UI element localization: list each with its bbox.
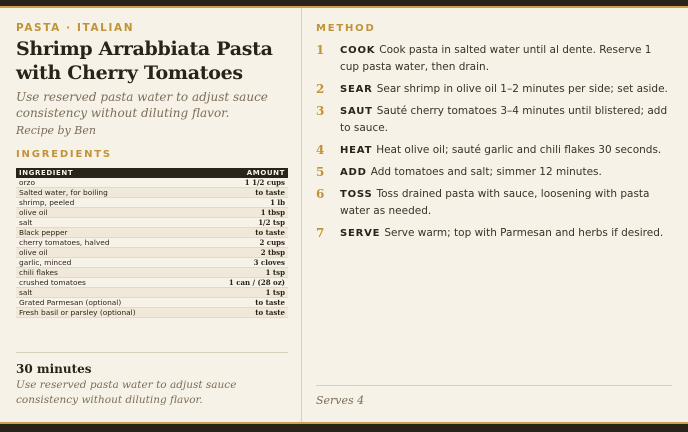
table-row [16,178,288,188]
step-text: Add tomatoes and salt; simmer 12 minutes. [370,166,602,178]
step-verb: ADD [340,167,367,178]
recipe-byline: Recipe by Ben [16,124,96,137]
table-row [16,238,288,248]
step-number: 1 [316,43,325,57]
step-text: Sear shrimp in olive oil 1–2 minutes per side; set aside. [376,83,668,95]
ingredient-amount: 1 1/2 cups [197,178,288,188]
ingredient-name: Grated Parmesan (optional) [16,298,197,308]
ingredient-name: olive oil [16,208,197,218]
table-row [16,308,288,318]
table-row [16,278,288,288]
ingredient-amount: 1 can / (28 oz) [197,278,288,288]
ingredient-amount: to taste [197,188,288,198]
ingredient-amount: 1 tbsp [197,208,288,218]
step-text: Sauté cherry tomatoes 3–4 minutes until blistered; add to sauce. [340,105,668,134]
table-row [16,258,288,268]
ingredients-header-row [16,168,288,178]
ingredient-name: orzo [16,178,197,188]
method-step [316,42,672,76]
left-footer-rule [16,352,288,353]
step-verb: TOSS [340,189,373,200]
ingredients-body [16,178,288,318]
right-column [316,8,672,418]
table-row [16,268,288,278]
method-step [316,81,672,98]
ingredient-amount: 3 cloves [197,258,288,268]
ingredient-name: shrimp, peeled [16,198,197,208]
category-kicker: PASTA · ITALIAN [16,22,135,34]
column-header-amount: AMOUNT [197,168,288,178]
ingredient-name: Black pepper [16,228,197,238]
ingredient-name: salt [16,288,197,298]
table-row [16,198,288,208]
step-text: Heat olive oil; sauté garlic and chili flakes 30 seconds. [376,144,662,156]
step-text: Toss drained pasta with sauce, loosening with pasta water as needed. [340,188,650,217]
right-footer-rule [316,385,672,386]
step-verb: HEAT [340,145,373,156]
ingredients-table [16,168,288,318]
ingredients-heading: INGREDIENTS [16,149,112,160]
ingredient-name: garlic, minced [16,258,197,268]
method-step [316,142,672,159]
ingredient-amount: 1/2 tsp [197,218,288,228]
table-row [16,298,288,308]
ingredient-amount: 1 lb [197,198,288,208]
servings: Serves 4 [316,394,365,407]
table-row [16,208,288,218]
step-number: 7 [316,226,325,240]
step-number: 6 [316,187,325,201]
method-step [316,103,672,137]
method-step [316,186,672,220]
method-steps [316,42,672,247]
table-row [16,288,288,298]
ingredient-name: salt [16,218,197,228]
ingredient-amount: to taste [197,308,288,318]
recipe-subtitle: Use reserved pasta water to adjust sauce consistency without diluting flavor. [16,90,268,120]
step-body [340,42,670,76]
recipe-title: Shrimp Arrabbiata Pasta with Cherry Tomatoes [16,38,273,84]
ingredient-amount: 1 tsp [197,268,288,278]
table-row [16,228,288,238]
step-number: 3 [316,104,325,118]
ingredient-name: crushed tomatoes [16,278,197,288]
step-number: 5 [316,165,325,179]
column-divider [301,8,302,422]
step-verb: SAUT [340,106,373,117]
bottom-accent-rule [0,422,688,424]
step-text: Cook pasta in salted water until al dente. Reserve 1 cup pasta water, then drain. [340,44,652,73]
total-time: 30 minutes [16,362,92,376]
step-body [340,142,670,159]
ingredient-name: cherry tomatoes, halved [16,238,197,248]
ingredient-name: Salted water, for boiling [16,188,197,198]
column-header-ingredient: INGREDIENT [16,168,197,178]
step-text: Serve warm; top with Parmesan and herbs if desired. [384,227,664,239]
step-body [340,164,670,181]
ingredient-amount: 2 tbsp [197,248,288,258]
step-number: 2 [316,82,325,96]
step-body [340,186,670,220]
left-column [16,8,289,418]
step-body [340,103,670,137]
step-number: 4 [316,143,325,157]
table-row [16,218,288,228]
step-verb: COOK [340,45,376,56]
time-note: Use reserved pasta water to adjust sauce consistency without diluting flavor. [16,379,237,406]
ingredient-name: olive oil [16,248,197,258]
table-row [16,188,288,198]
ingredient-amount: 2 cups [197,238,288,248]
ingredient-amount: 1 tsp [197,288,288,298]
step-body [340,225,670,242]
ingredient-name: chili flakes [16,268,197,278]
ingredient-name: Fresh basil or parsley (optional) [16,308,197,318]
step-verb: SERVE [340,228,381,239]
method-step [316,164,672,181]
method-step [316,225,672,242]
ingredient-amount: to taste [197,298,288,308]
method-heading: METHOD [316,23,376,34]
step-body [340,81,670,98]
ingredient-amount: to taste [197,228,288,238]
table-row [16,248,288,258]
step-verb: SEAR [340,84,373,95]
